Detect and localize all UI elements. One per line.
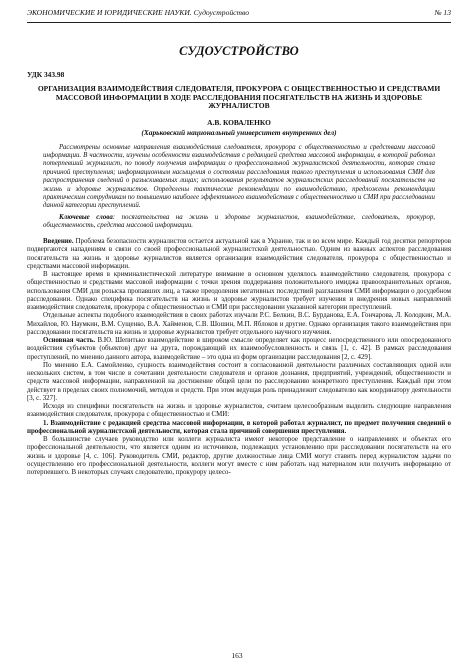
- paragraph: В настоящее время в криминалистической литературе внимание в основном уделялось взаимодействию следователя, прокурора с общественностью и средствами массовой информации с точки зрения поддержания положительного имиджа правоохранительных органов, использования СМИ для розыска пропавших лиц, а также преодоления негативных последствий разглашения СМИ информации о досудебном расследовании. Однако специфика посягательств на жизнь и здоровье журналистов требует изучения и внедрения новых направлений взаимодействия следователя, прокурора с общественностью и СМИ при расследовании указанной категории преступлений.: [27, 271, 451, 312]
- paragraph: По мнению Е.А. Самойленко, сущность взаимодействия состоит в согласованной деятельности различных составляющих одной или нескольких систем, в том числе в сочетании деятельности следователя и органов дознания, предприятий, учреждений, общественности и средств массовой информации, направленной на достижение общей цели по расследованию конкретного преступления. Каждый при этом действует в пределах своих полномочий, методов и средств. При этом ведущая роль принадлежит следователю как координатору деятельности [3, с. 327].: [27, 361, 451, 402]
- author-affiliation: (Харьковский национальный университет внутренних дел): [141, 127, 337, 137]
- paragraph: Исходя из специфики посягательств на жизнь и здоровье журналистов, считаем целесообразным выделить следующие направления взаимодействия следователя, прокурора с общественностью и СМИ:: [27, 403, 451, 419]
- section-heading: СУДОУСТРОЙСТВО: [179, 44, 299, 58]
- journal-title: ЭКОНОМИЧЕСКИЕ И ЮРИДИЧЕСКИЕ НАУКИ. Судоустройство: [27, 8, 250, 17]
- paragraph-introduction: [27, 238, 451, 271]
- udk-code: УДК 343.98: [27, 70, 65, 79]
- article-title: ОРГАНИЗАЦИЯ ВЗАИМОДЕЙСТВИЯ СЛЕДОВАТЕЛЯ, ПРОКУРОРА С ОБЩЕСТВЕННОСТЬЮ И СРЕДСТВАМИ МАССОВОЙ ИНФОРМАЦИИ В ХОДЕ РАССЛЕДОВАНИЯ ПОСЯГАТЕЛЬСТВ НА ЖИЗНЬ И ЗДОРОВЬЕ ЖУРНАЛИСТОВ: [37, 84, 441, 111]
- introduction-text: Проблема безопасности журналистов остается актуальной как в Украине, так и во всем мире. Каждый год десятки репортеров подвергаются нападениям в связи со своей профессиональной журналистской деятельностью. Одним из важных аспектов расследования посягательств на жизнь и здоровье журналистов является организация взаимодействия следователя, прокурора с общественностью и средствами массовой информации.: [27, 238, 451, 270]
- keywords: [43, 214, 435, 231]
- abstract: Рассмотрены основные направления взаимодействия следователя, прокурора с общественностью и средствами массовой информации. В частности, изучены особенности взаимодействия с редакцией средства массовой информации, в которой работал потерпевший журналист, по поводу получения информации о профессиональной журналистской деятельности, которая стала причиной преступления; информационным насыщения о состоянии расследования такого преступления и использования СМИ для распространения сведений о разыскиваемых лицах; использования результатов журналистских расследований посягательств на жизнь и здоровье журналистов. Определены тактические рекомендации по взаимодействию, предложены рекомендации практическим сотрудникам по повышению наиболее эффективного взаимодействия с общественностью и СМИ при расследовании данной категории преступлений.: [43, 143, 435, 210]
- keywords-label: Ключевые слова: [59, 213, 113, 221]
- article-body: [27, 238, 451, 477]
- introduction-lead: Введение.: [43, 238, 74, 246]
- paragraph-main-part: [27, 337, 451, 362]
- paragraph-direction-1: 1. Взаимодействие с редакцией средства массовой информации, в которой работал журналист, по предмет получения сведений о профессиональной журналистской деятельности, которая стала причиной совершения преступления.: [27, 419, 451, 435]
- main-part-lead: Основная часть.: [43, 337, 96, 345]
- author-name: А.В. КОВАЛЕНКО: [207, 117, 271, 127]
- main-part-text: В.Ю. Шепитько взаимодействие в широком смысле определяет как процесс непосредственного или опосредованного воздействия субъектов (объектов) друг на друга, порождающий их взаимообусловленность и связь [1, с. 42]. В рамках расследования преступлений, по мнению данного автора, взаимодействие – это одна из форм организации расследования [2, с. 429].: [27, 337, 451, 361]
- running-head: [27, 8, 451, 23]
- paragraph: Отдельные аспекты подобного взаимодействия в своих работах изучали Р.С. Белкин, В.С. Бурданова, Е.А. Гончарова, Л. Колодкин, М.А. Михайлов, Ю. Наумкин, В.М. Сущенко, В.А. Хайменов, С.В. Шошин, М.П. Яблоков и другие. Однако организация такого взаимодействия при расследовании посягательств на жизнь и здоровье журналистов требует отдельного научного изучения.: [27, 312, 451, 336]
- keywords-text: : посягательства на жизнь и здоровье журналистов, взаимодействие, следователь, прокурор, общественность, средства массовой информации.: [43, 213, 435, 229]
- issue-number: № 13: [434, 8, 451, 17]
- page-number: 163: [231, 651, 243, 660]
- paragraph: В большинстве случаев руководство или коллеги журналиста имеют некоторое представление о направлениях и объектах его профессиональной деятельности, что является одним из источников, подлежащих установлению при расследовании посягательств на его жизнь и здоровье [4, с. 106]. Руководитель СМИ, редактор, другие должностные лица СМИ могут ставить перед журналистом задачи по осуществлению его профессиональной деятельности, коллеги могут вместе с ним работать над материалом или получить информацию от потерпевшего. В некоторых случаях следователю, прокурору целесо-: [27, 436, 451, 477]
- article-page: [27, 8, 451, 477]
